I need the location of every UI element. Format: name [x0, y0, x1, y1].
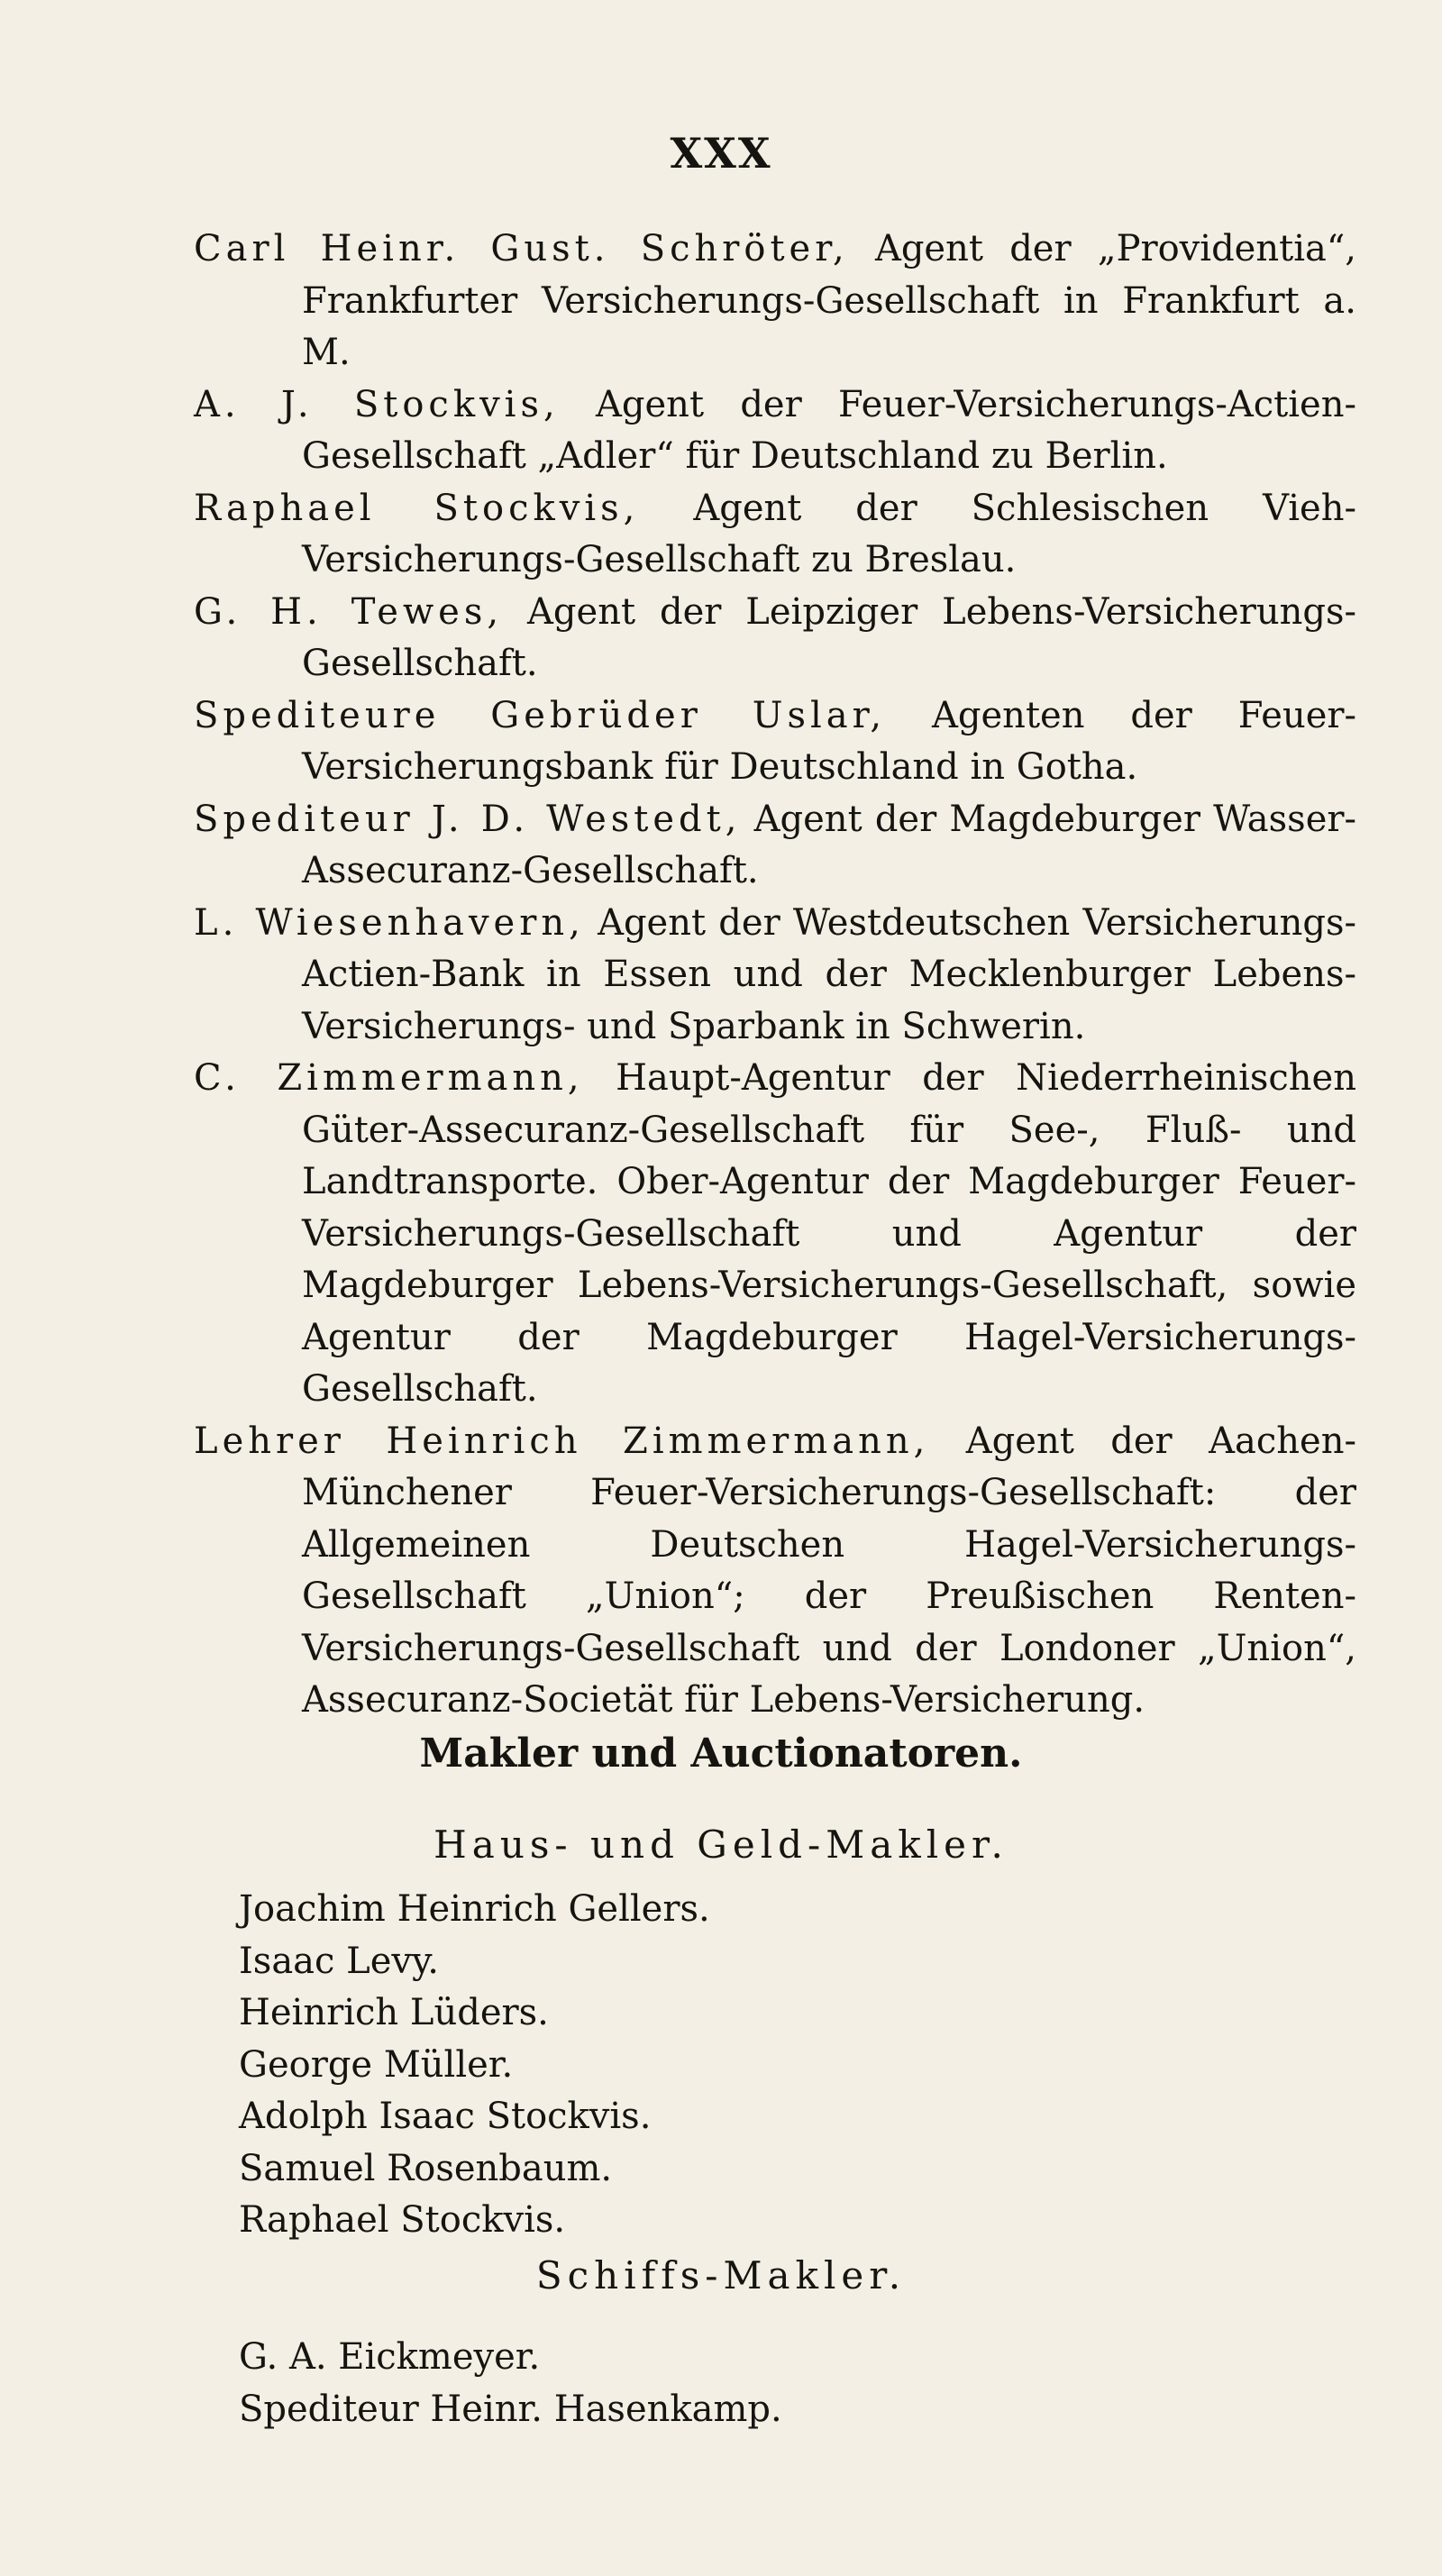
- list-item: Raphael Stockvis.: [239, 2199, 566, 2241]
- agent-entry: [194, 379, 1356, 483]
- agent-name: Lehrer Heinrich Zimmermann,: [194, 1420, 930, 1462]
- list-item: Joachim Heinrich Gellers.: [239, 1888, 710, 1930]
- agent-name: Spediteur J. D. Westedt,: [194, 798, 742, 840]
- subsection-heading-schiffs: Schiffs-Makler.: [535, 2253, 907, 2297]
- agent-description: Haupt-Agentur der Niederrheinischen Güter-Assecuranz-Gesellschaft für See-, Fluß- und Landtransporte. Ober-Agentur der Magdeburger Feuer-Versicherungs-Gesellschaft und Agentur der Magdeburger Lebens-Versicherungs-Gesellschaft, sowie Agentur der Magdeburger Hagel-Versicherungs-Gesellschaft.: [302, 1057, 1356, 1410]
- agent-name: C. Zimmermann,: [194, 1057, 584, 1099]
- list-item: Spediteur Heinr. Hasenkamp.: [239, 2388, 782, 2430]
- agent-name: Carl Heinr. Gust. Schröter,: [194, 228, 849, 269]
- agent-description: Agent der Westdeutschen Versicherungs-Actien-Bank in Essen und der Mecklenburger Lebens-Versicherungs- und Sparbank in Schwerin.: [302, 901, 1356, 1047]
- agent-description: Agent der Magdeburger Wasser-Assecuranz-Gesellschaft.: [302, 798, 1357, 891]
- list-item: Isaac Levy.: [239, 1940, 439, 1982]
- list-item: George Müller.: [239, 2043, 514, 2086]
- subsection-heading-haus-geld: Haus- und Geld-Makler.: [434, 1822, 1008, 1867]
- agent-description: Agent der Feuer-Versicherungs-Actien-Gesellschaft „Adler“ für Deutschland zu Berlin.: [302, 383, 1356, 477]
- agent-entry: [194, 483, 1356, 587]
- agent-entry: [194, 898, 1356, 1054]
- haus-geld-makler-list: [239, 1884, 1050, 2247]
- agent-description: Agent der Schlesischen Vieh-Versicherungs-Gesellschaft zu Breslau.: [302, 487, 1357, 580]
- agent-entry: [194, 690, 1356, 794]
- list-item: Adolph Isaac Stockvis.: [239, 2096, 652, 2137]
- agent-entry: [194, 1416, 1356, 1727]
- section-heading: Makler und Auctionatoren.: [419, 1731, 1023, 1777]
- page-number: XXX: [670, 129, 772, 178]
- agent-entry: [194, 224, 1356, 379]
- list-item: Samuel Rosenbaum.: [239, 2147, 613, 2189]
- agent-name: L. Wiesenhavern,: [194, 901, 585, 944]
- agent-description: Agent der „Providentia“, Frankfurter Versicherungs-Gesellschaft in Frankfurt a. M.: [302, 228, 1356, 373]
- agent-entry: [194, 587, 1356, 690]
- agent-name: G. H. Tewes,: [194, 590, 504, 633]
- agent-description: Agent der Aachen-Münchener Feuer-Versicherungs-Gesellschaft: der Allgemeinen Deutschen Hagel-Versicherungs-Gesellschaft „Union“; der Preußischen Renten-Versicherungs-Gesellschaft und der Londoner „Union“, Assecuranz-Societät für Lebens-Versicherung.: [302, 1420, 1356, 1721]
- agent-description: Agent der Leipziger Lebens-Versicherungs-Gesellschaft.: [302, 590, 1356, 684]
- list-item: Heinrich Lüders.: [239, 1992, 549, 2033]
- schiffs-makler-list: [239, 2332, 1050, 2435]
- agent-name: Spediteure Gebrüder Uslar,: [194, 694, 887, 736]
- agent-description: Agenten der Feuer-Versicherungsbank für Deutschland in Gotha.: [302, 694, 1357, 788]
- agent-entry: [194, 794, 1356, 898]
- agent-entry: [194, 1053, 1356, 1416]
- agent-list: [194, 224, 1356, 1727]
- agent-name: Raphael Stockvis,: [194, 487, 640, 529]
- list-item: G. A. Eickmeyer.: [239, 2336, 541, 2378]
- agent-name: A. J. Stockvis,: [194, 383, 560, 425]
